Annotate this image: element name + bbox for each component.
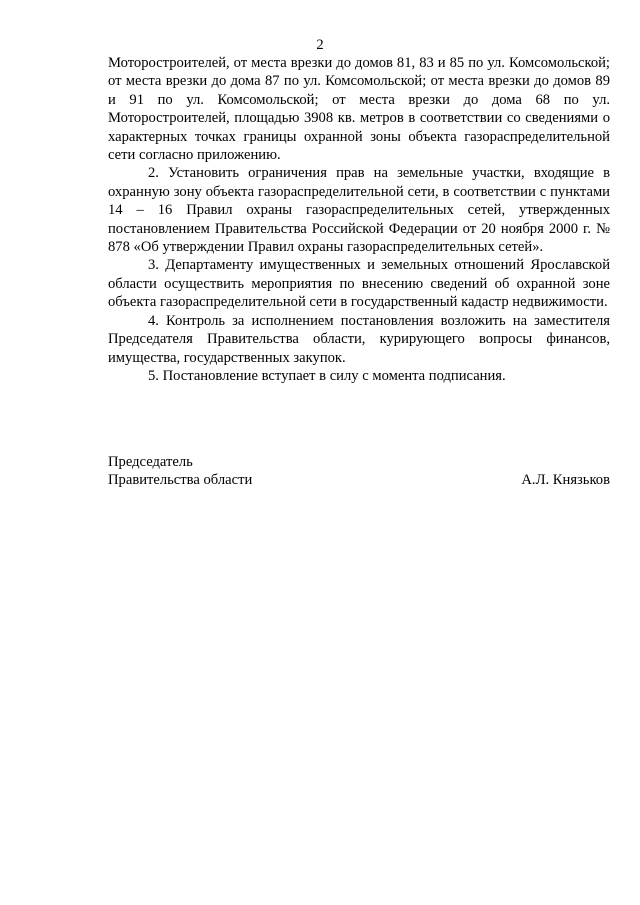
paragraph-item-5: 5. Постановление вступает в силу с момента подписания. <box>148 367 506 384</box>
paragraph-continuation: Моторостроителей, от места врезки до домов 81, 83 и 85 по ул. Комсомольской; от места врезки до дома 87 по ул. Комсомольской; от места врезки до домов 89 и 91 по ул. Комсомольской; от места врезки до дома 68 по ул. Моторостроителей, площадью 3908 кв. метров в соответствии со сведениями о характерных точках границы охранной зоны объекта газораспределительной сети согласно приложению. <box>108 55 610 164</box>
page-number: 2 <box>316 37 324 53</box>
document-body <box>108 54 610 385</box>
signer-title-line-1: Председатель <box>108 454 193 470</box>
signer-name: А.Л. Князьков <box>521 472 610 489</box>
paragraph-item-2: 2. Установить ограничения прав на земельные участки, входящие в охранную зону объекта газораспределительной сети, в соответствии с пунктами 14 – 16 Правил охраны газораспределительных сетей, утвержденных постановлением Правительства Российской Федерации от 20 ноября 2000 г. № 878 «Об утверждении Правил охраны газораспределительных сетей». <box>108 165 610 256</box>
signature-block <box>108 453 610 490</box>
signature-row <box>108 471 610 489</box>
paragraph-item-3: 3. Департаменту имущественных и земельных отношений Ярославской области осуществить мероприятия по внесению сведений об охранной зоне объекта газораспределительной сети в государственный кадастр недвижимости. <box>108 257 610 311</box>
signer-title-line-2: Правительства области <box>108 472 253 489</box>
paragraph-item-4: 4. Контроль за исполнением постановления возложить на заместителя Председателя Правительства области, курирующего вопросы финансов, имущества, государственных закупок. <box>108 312 610 366</box>
